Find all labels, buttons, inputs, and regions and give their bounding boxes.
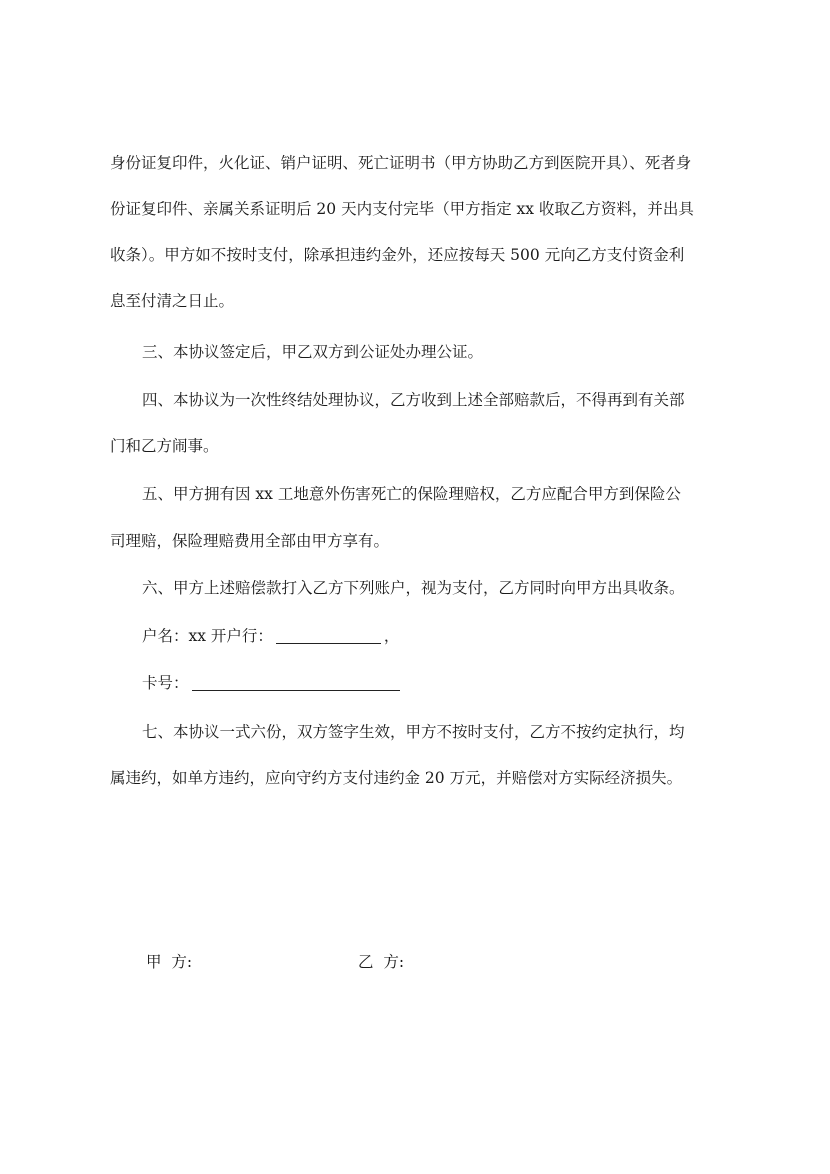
party-b-signature: 乙 方:: [358, 953, 405, 971]
paragraph-line: 份证复印件、亲属关系证明后 20 天内支付完毕（甲方指定 xx 收取乙方资料，并出具: [110, 200, 694, 218]
clause-4-line: 门和乙方闹事。: [110, 437, 219, 455]
bank-blank: [276, 627, 381, 644]
clause-5-line: 司理赔，保险理赔费用全部由甲方享有。: [110, 532, 390, 550]
account-name-label: 户名：xx 开户行：: [142, 627, 273, 645]
card-number-label: 卡号：: [142, 674, 189, 692]
paragraph-line: 身份证复印件，火化证、销户证明、死亡证明书（甲方协助乙方到医院开具）、死者身: [110, 154, 692, 172]
card-number-blank: [192, 674, 400, 691]
account-name-suffix: ，: [383, 627, 400, 645]
clause-5-line: 五、甲方拥有因 xx 工地意外伤害死亡的保险理赔权，乙方应配合甲方到保险公: [142, 485, 681, 503]
clause-3: 三、本协议签定后，甲乙双方到公证处办理公证。: [142, 343, 484, 361]
clause-4-line: 四、本协议为一次性终结处理协议，乙方收到上述全部赔款后，不得再到有关部: [142, 391, 685, 409]
clause-6: 六、甲方上述赔偿款打入乙方下列账户，视为支付，乙方同时向甲方出具收条。: [142, 579, 685, 597]
paragraph-line: 收条）。甲方如不按时支付，除承担违约金外，还应按每天 500 元向乙方支付资金利: [110, 246, 685, 264]
clause-7-line: 属违约，如单方违约，应向守约方支付违约金 20 万元，并赔偿对方实际经济损失。: [110, 769, 683, 787]
party-a-signature: 甲 方:: [146, 953, 193, 971]
account-name-line: [142, 626, 399, 646]
card-number-line: [142, 673, 403, 693]
clause-7-line: 七、本协议一式六份，双方签字生效，甲方不按时支付，乙方不按约定执行，均: [142, 723, 685, 741]
paragraph-line: 息至付清之日止。: [110, 292, 235, 310]
